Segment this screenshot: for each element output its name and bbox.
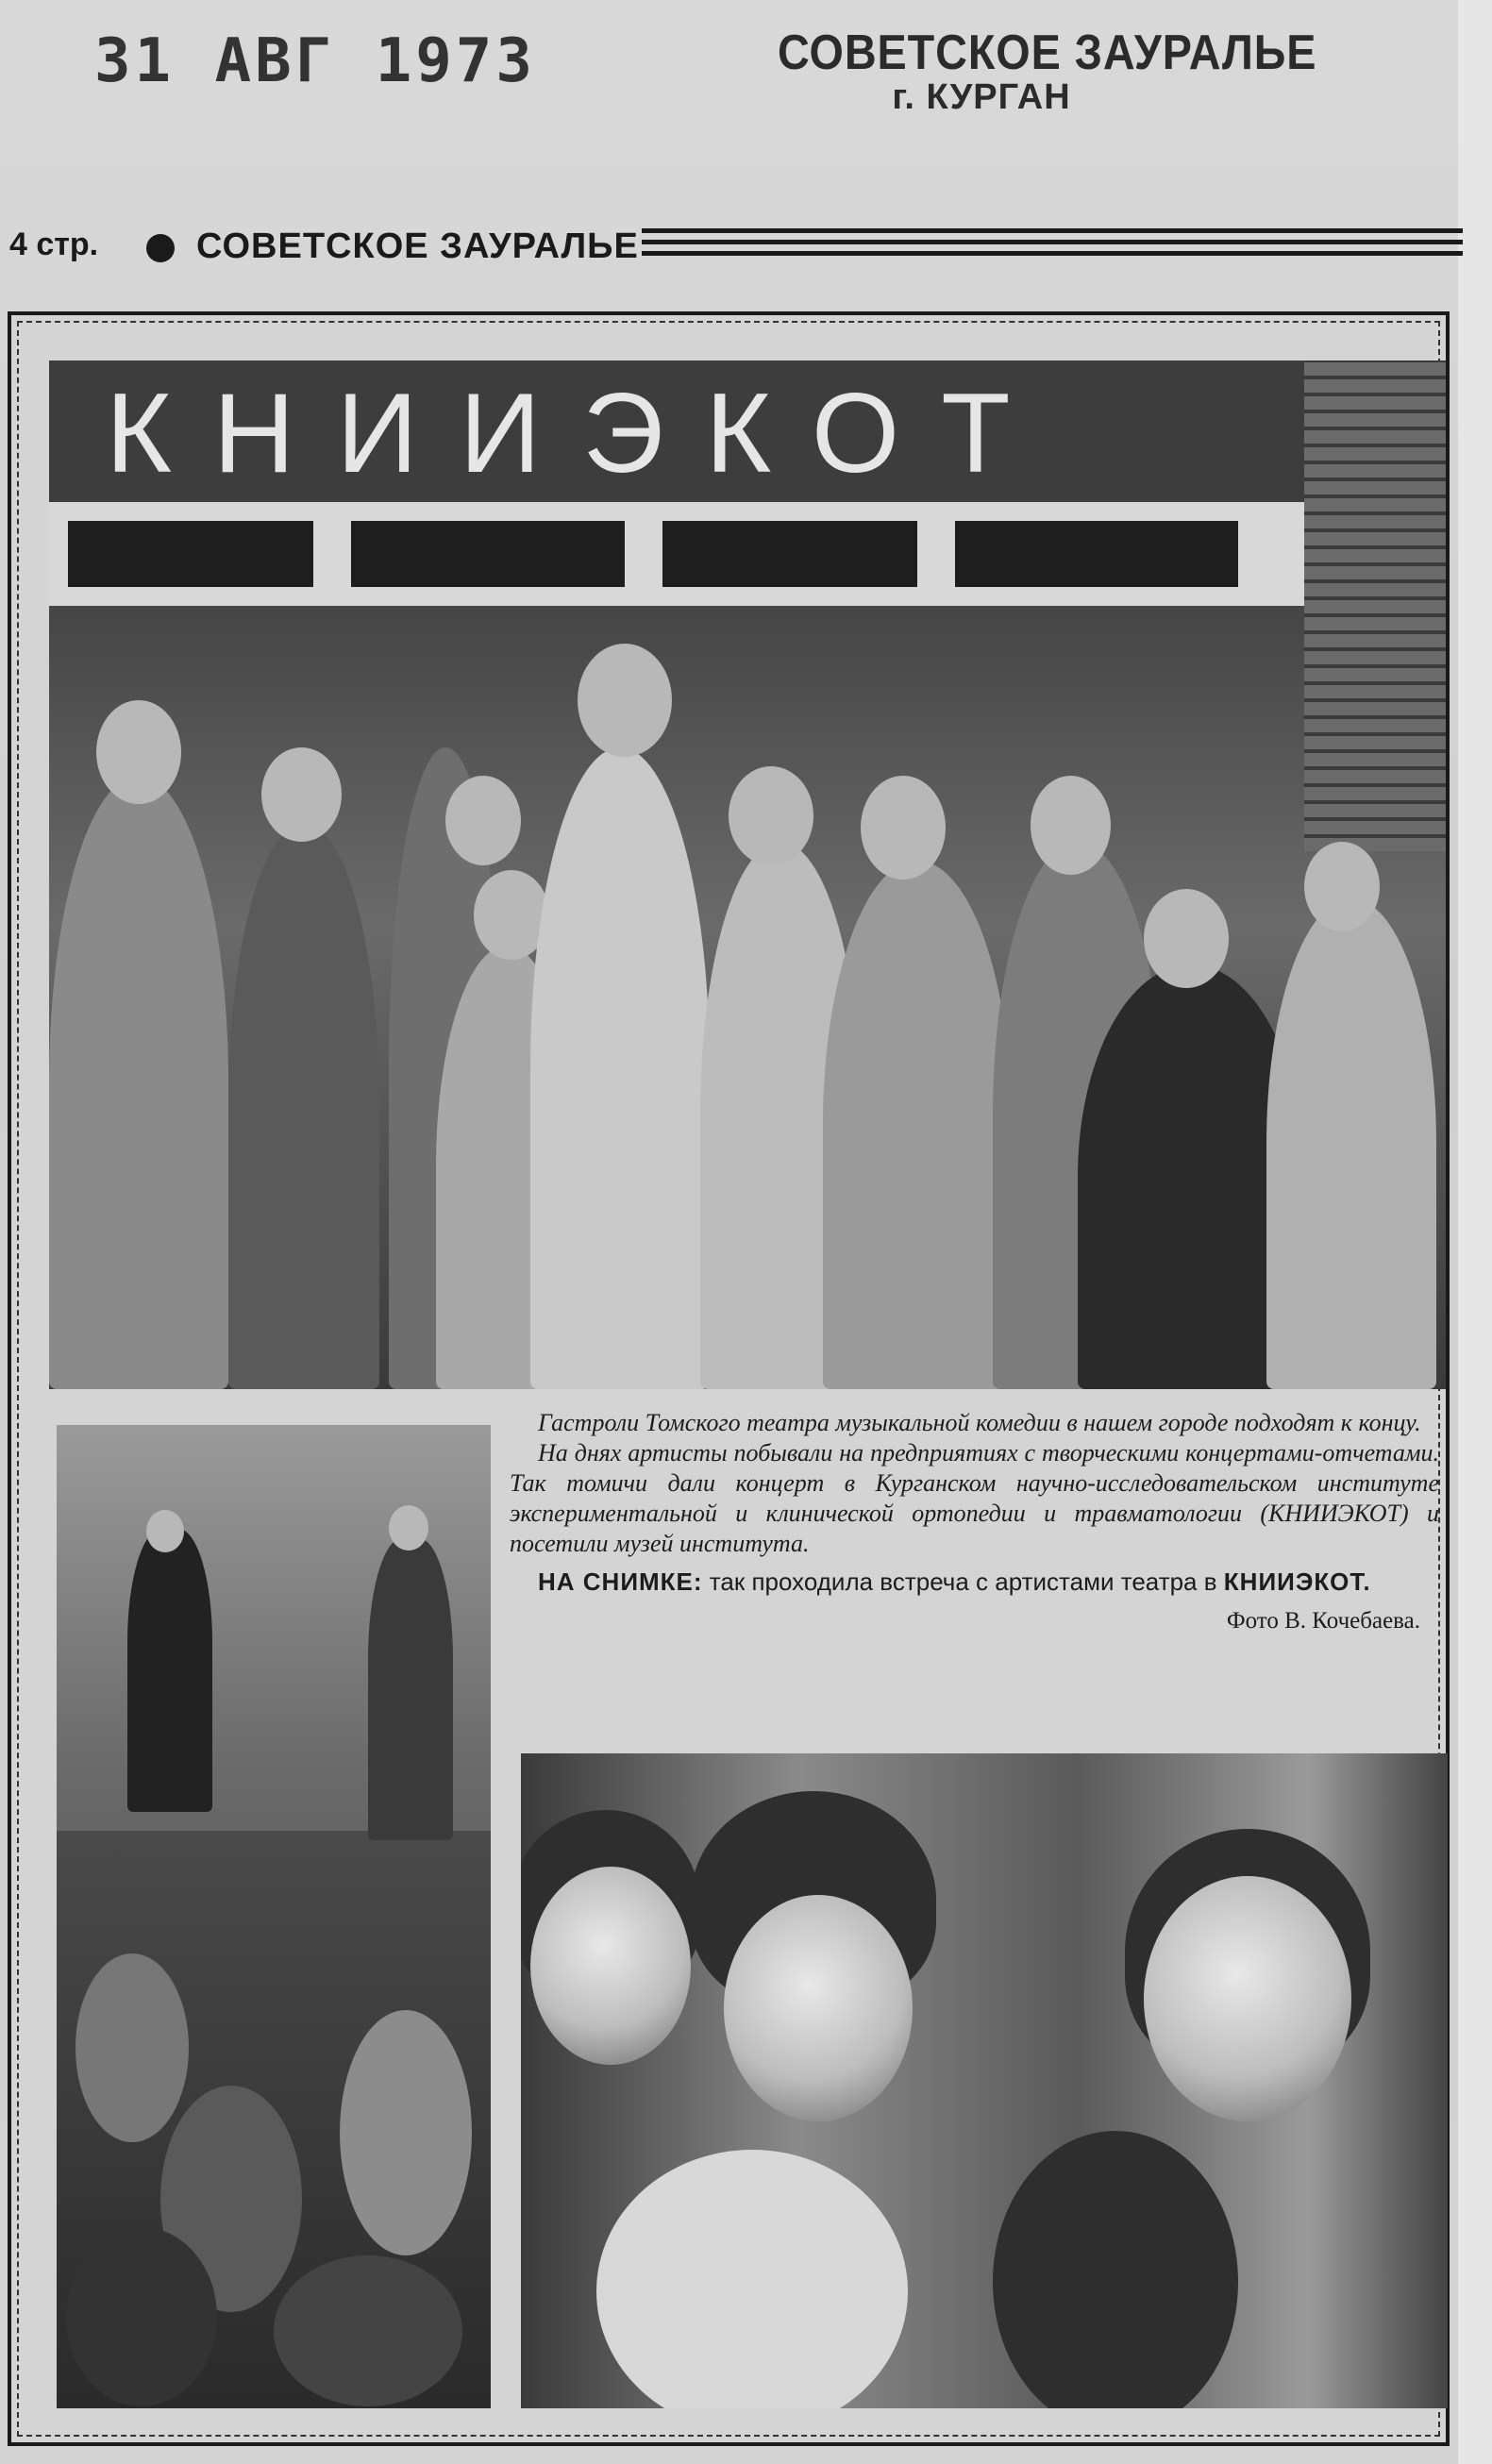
snimke-org: КНИИЭКОТ. [1223,1567,1371,1596]
stamp-city: г. КУРГАН [892,77,1071,117]
window-pane [351,521,625,587]
person-head [578,644,672,757]
person [49,776,228,1389]
person [823,861,1012,1389]
window-pane [662,521,917,587]
person-head [445,776,521,865]
person [530,747,710,1389]
smiling-face [530,1867,691,2065]
building-sign-text: КНИИЭКОТ [106,370,1052,496]
audience-member [274,2255,462,2406]
bullet-icon [146,234,175,262]
window-pane [955,521,1238,587]
audience-member [66,2227,217,2406]
masthead-rules [642,228,1463,262]
group-photo [49,360,1446,1389]
article-caption [510,1408,1439,1636]
clapping-hands [993,2131,1238,2408]
caption-paragraph: Гастроли Томского театра музыкальной комедии в нашем городе подходят к концу. [538,1409,1421,1436]
page-masthead [9,225,1453,272]
smiling-face [1144,1876,1351,2121]
smiling-face [724,1895,913,2121]
person-head [1304,842,1380,931]
audience-faces-photo [521,1753,1448,2408]
archive-paper-stamp [755,25,1317,118]
person-head [96,700,181,804]
snimke-label: НА СНИМКЕ: [538,1567,703,1596]
masthead-title: СОВЕТСКОЕ ЗАУРАЛЬЕ [196,226,639,266]
person [1266,898,1436,1389]
photo-description [510,1567,1439,1597]
audience-member [75,1953,189,2142]
photo-credit: Фото В. Кочебаева. [1226,1608,1420,1634]
performer [127,1529,212,1812]
performer-head [146,1510,184,1552]
caption-paragraph: На днях артисты побывали на предприятиях с творческими концертами-отчетами. Так томичи дали концерт в Курганском научно-исследовательском институте экспериментальной и клинической ортопедии и травматологии (КНИИЭКОТ) и посетили музей института. [510,1439,1439,1557]
stage-photo [57,1425,491,2408]
snimke-text: так проходила встреча с артистами театра в [709,1567,1217,1596]
performer-head [389,1505,428,1550]
person-head [729,766,813,865]
person-head [261,747,342,842]
person-head [1144,889,1229,988]
person-head [1031,776,1111,875]
page-number: 4 стр. [9,226,99,262]
audience-member [340,2010,472,2255]
window-pane [68,521,313,587]
scan-margin [1458,0,1492,2464]
building-sign [49,360,1446,502]
person-head [861,776,946,880]
performer [368,1538,453,1840]
crowd [49,634,1446,1389]
person [228,823,379,1389]
stamp-paper-name: СОВЕТСКОЕ ЗАУРАЛЬЕ [778,25,1317,80]
archive-date-stamp: 31 АВГ 1973 [94,26,536,96]
clothing [596,2150,908,2408]
